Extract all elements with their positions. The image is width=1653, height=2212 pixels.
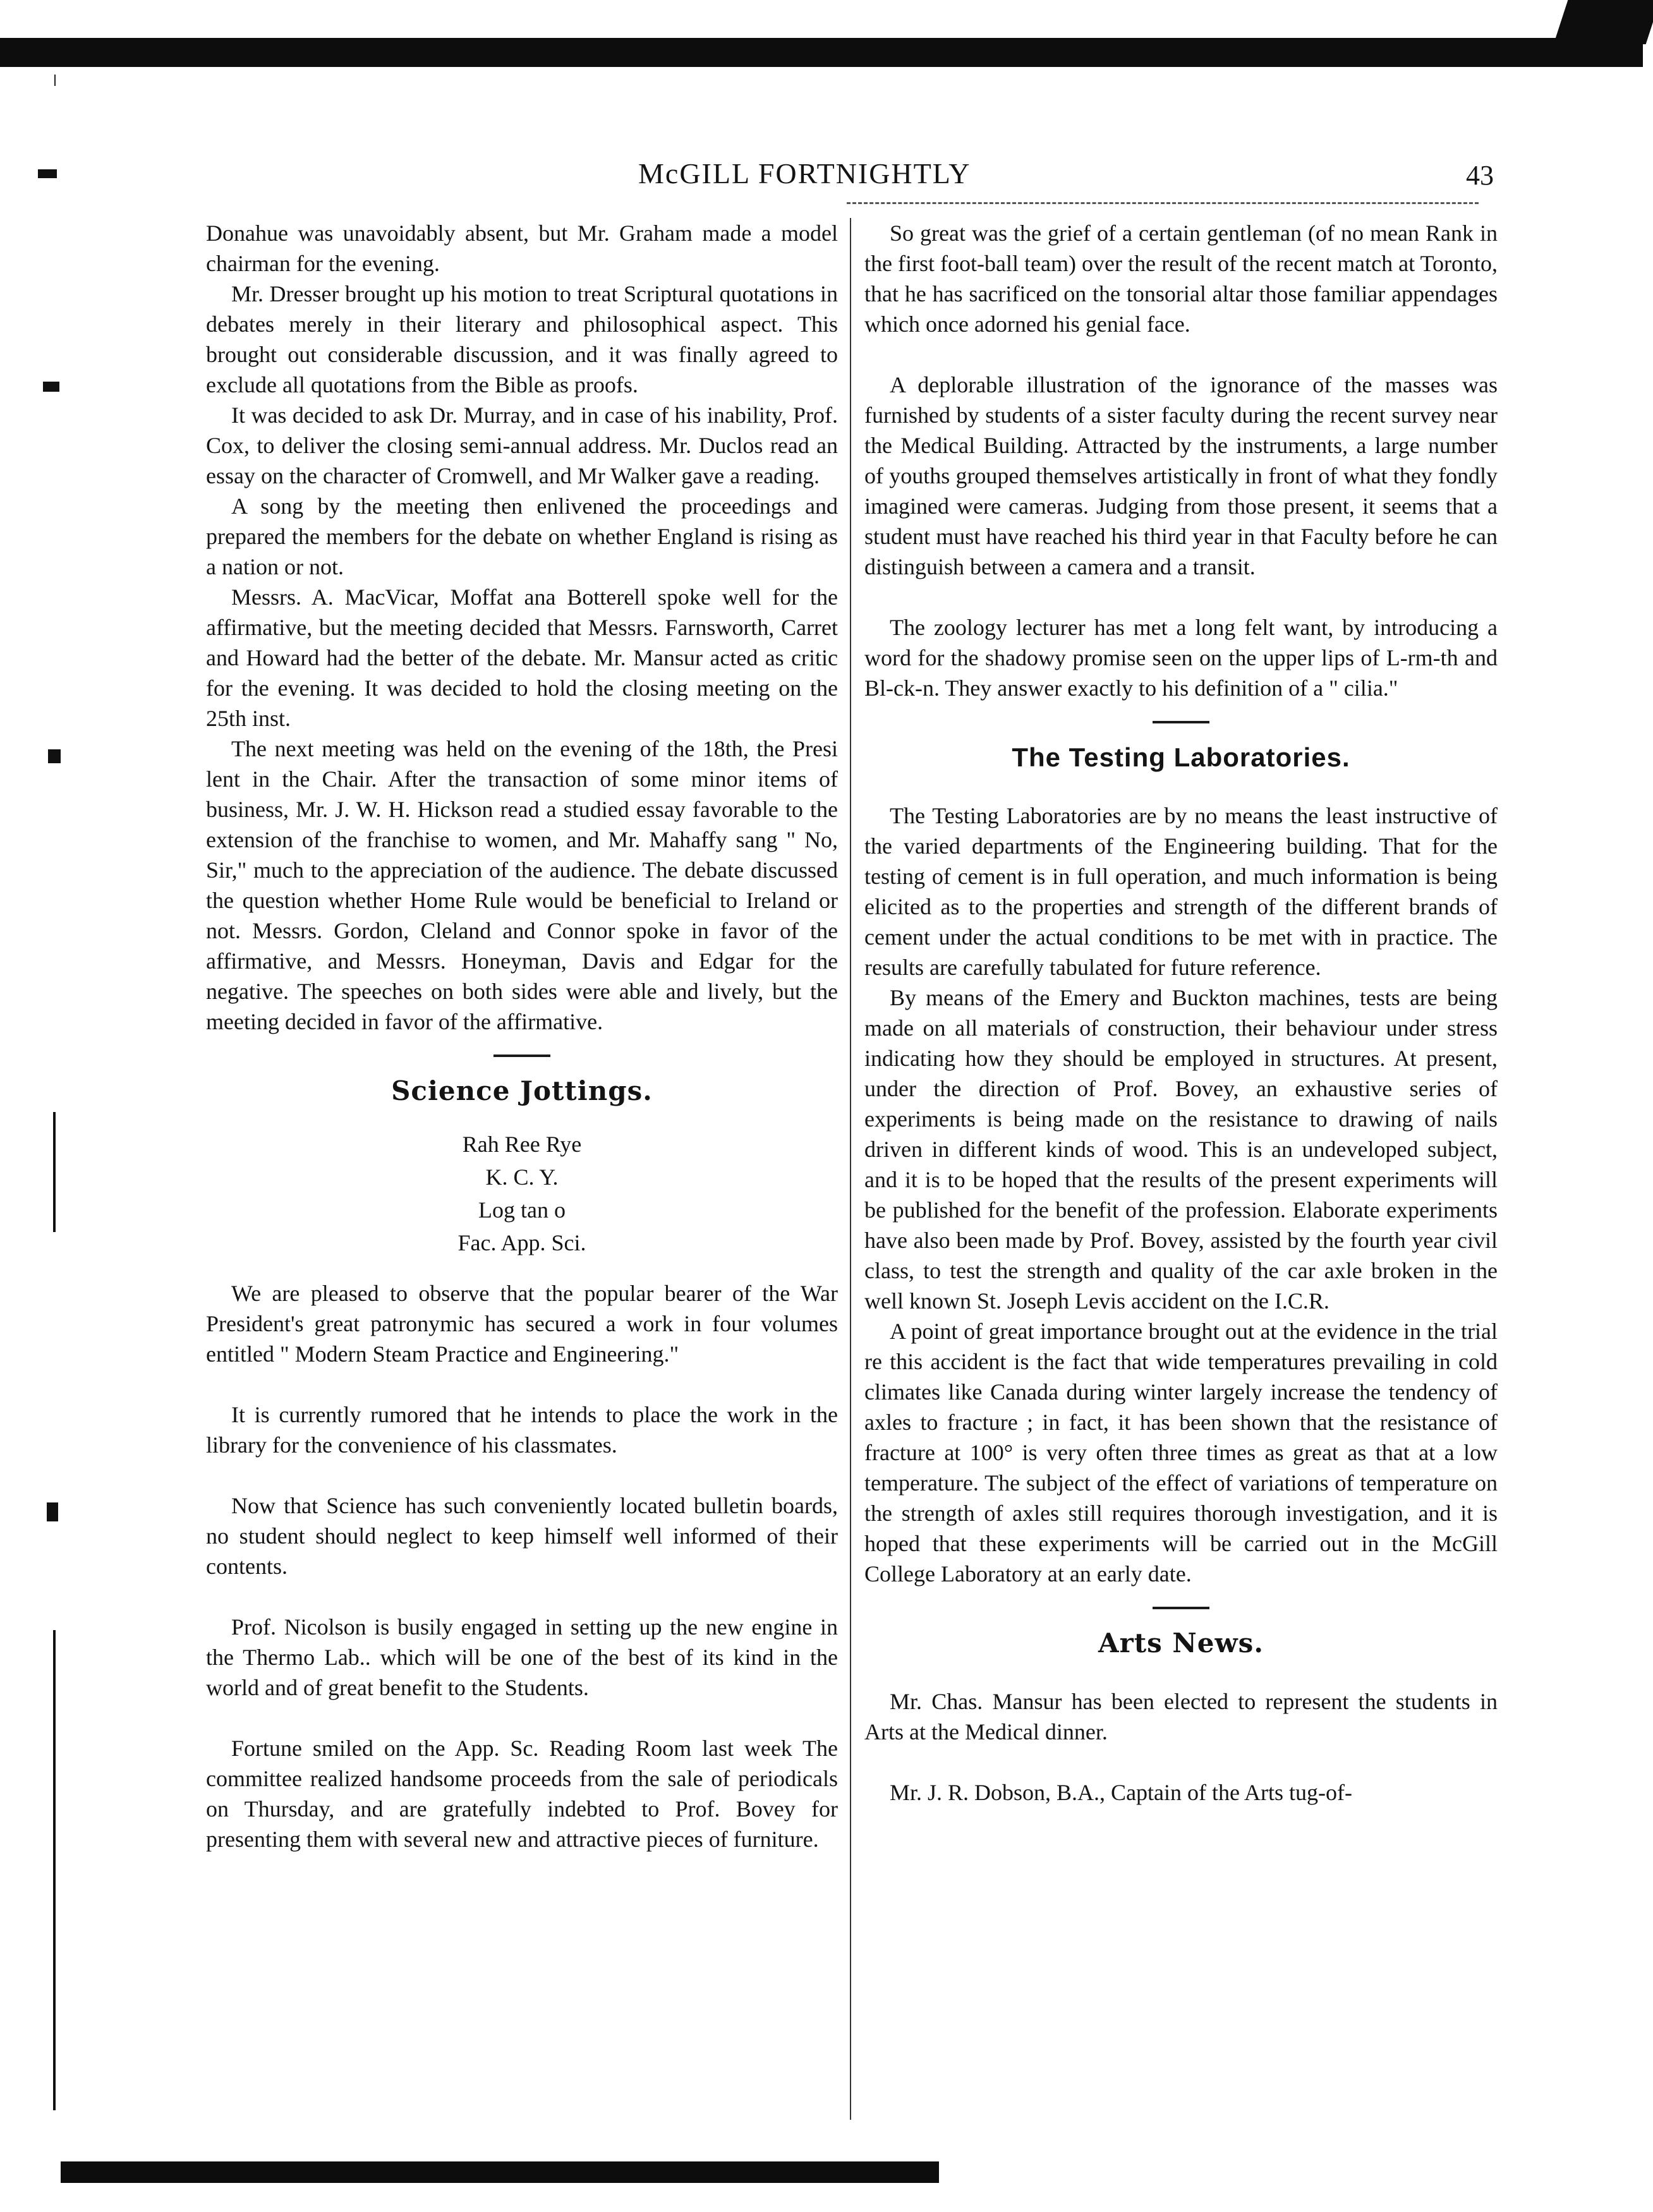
paragraph: So great was the grief of a certain gentleman (of no mean Rank in the first foot-ball team) over the result of the recent match at Toronto, that he has sacrificed on the tonsorial altar those familiar appendages which once adorned his genial face. <box>864 221 1498 337</box>
margin-blot-mark <box>48 749 61 763</box>
paragraph: Messrs. A. MacVicar, Moffat ana Botterell spoke well for the affirmative, but the meeting decided that Messrs. Farnsworth, Carret and Howard had the better of the debate. Mr. Mansur acted as critic for the evening. It was decided to hold the closing meeting on the 25th inst. <box>206 584 838 731</box>
section-rule <box>493 1055 550 1057</box>
paragraph: Mr. J. R. Dobson, B.A., Captain of the Arts tug-of- <box>890 1780 1352 1805</box>
paragraph: A deplorable illustration of the ignorance of the masses was furnished by students of a sister faculty during the recent survey near the Medical Building. Attracted by the instruments, a large number of youths grouped themselves artistically in front of what they fondly imagined were cameras. Judging from those present, it seems that a student must have reached his third year in that Faculty before he can distinguish between a camera and a transit. <box>864 372 1498 579</box>
paragraph: It is currently rumored that he intends to place the work in the library for the convenience of his classmates. <box>206 1402 838 1458</box>
margin-arrow-mark <box>38 169 57 178</box>
margin-blot-mark <box>47 1502 58 1521</box>
margin-vertical-line <box>53 1630 56 2110</box>
left-column <box>206 218 838 1854</box>
section-rule <box>1153 1607 1209 1609</box>
section-heading-science-jottings: Science Jottings. <box>391 1075 653 1106</box>
paragraph: We are pleased to observe that the popular bearer of the War President's great patronymic has secured a work in four volumes entitled " Modern Steam Practice and Engineering." <box>206 1281 838 1367</box>
section-heading-testing-laboratories: The Testing Laboratories. <box>1012 742 1350 772</box>
paragraph: A point of great importance brought out at the evidence in the trial re this accident is the fact that wide temperatures prevailing in cold climates like Canada during winter largely increase the tendency of axles to fracture ; in fact, it has been shown that the resistance of fracture at 100° is very often three times as great as that at a low temperature. The subject of the effect of variations of temperature on the strength of axles still requires thorough investigation, and it is hoped that these experiments will be carried out in the McGill College Laboratory at an early date. <box>864 1319 1498 1586</box>
paragraph: Mr. Chas. Mansur has been elected to represent the students in Arts at the Medical dinner. <box>864 1689 1498 1744</box>
column-divider <box>850 218 851 2120</box>
section-rule <box>1153 721 1209 723</box>
paragraph: A song by the meeting then enlivened the proceedings and prepared the members for the debate on whether England is rising as a nation or not. <box>206 493 838 579</box>
section-heading-arts-news: Arts News. <box>1098 1628 1264 1659</box>
paragraph: Prof. Nicolson is busily engaged in setting up the new engine in the Thermo Lab.. which will be one of the best of its kind in the world and of great benefit to the Students. <box>206 1614 838 1700</box>
bottom-scan-border <box>61 2161 939 2183</box>
paragraph: By means of the Emery and Buckton machines, tests are being made on all materials of construction, their behaviour under stress indicating how they should be employed in structures. At present, under the direction of Prof. Bovey, an exhaustive series of experiments is being made on the resistance to drawing of nails driven in different kinds of wood. This is an undeveloped subject, and it is to be hoped that the results of the present experiments will be published for the benefit of the profession. Elaborate experiments have also been made by Prof. Bovey, assisted by the fourth year civil class, to test the strength and quality of the car axle broken in the well known St. Joseph Levis accident on the I.C.R. <box>864 985 1498 1314</box>
credit-line: Fac. App. Sci. <box>457 1230 586 1255</box>
credit-line: K. C. Y. <box>485 1164 559 1190</box>
right-column <box>864 218 1498 1808</box>
header-rule <box>847 202 1479 204</box>
paragraph: Donahue was unavoidably absent, but Mr. Graham made a model chairman for the evening. <box>206 221 838 276</box>
paragraph: Now that Science has such conveniently located bulletin boards, no student should neglect to keep himself well informed of their contents. <box>206 1493 838 1579</box>
paragraph: Mr. Dresser brought up his motion to treat Scriptural quotations in debates merely in their literary and philosophical aspect. This brought out considerable discussion, and it was finally agreed to exclude all quotations from the Bible as proofs. <box>206 281 838 397</box>
margin-vertical-line <box>53 1112 56 1232</box>
page-header <box>0 157 1653 195</box>
paragraph: The Testing Laboratories are by no means the least instructive of the varied departments of the Engineering building. That for the testing of cement is in full operation, and much information is being elicited as to the properties and strength of the different brands of cement under the actual conditions to be met with in practice. The results are carefully tabulated for future reference. <box>864 803 1498 980</box>
top-corner-scan-mark <box>1554 0 1653 44</box>
scan-tick-mark <box>54 75 56 86</box>
top-scan-border <box>0 38 1643 67</box>
science-credits <box>206 1128 838 1259</box>
credit-line: Log tan o <box>478 1197 566 1223</box>
paragraph: It was decided to ask Dr. Murray, and in case of his inability, Prof. Cox, to deliver the closing semi-annual address. Mr. Duclos read an essay on the character of Cromwell, and Mr Walker gave a reading. <box>206 402 838 488</box>
credit-line: Rah Ree Rye <box>462 1132 582 1157</box>
margin-blot-mark <box>43 382 59 392</box>
publication-title: McGILL FORTNIGHTLY <box>638 157 971 190</box>
paragraph: The next meeting was held on the evening of the 18th, the Presi lent in the Chair. After the transaction of some minor items of business, Mr. J. W. H. Hickson read a studied essay favorable to the extension of the franchise to women, and Mr. Mahaffy sang " No, Sir," much to the appreciation of the audience. The debate discussed the question whether Home Rule would be beneficial to Ireland or not. Messrs. Gordon, Cleland and Connor spoke in favor of the affirmative, and Messrs. Honeyman, Davis and Edgar for the negative. The speeches on both sides were able and lively, but the meeting decided in favor of the affirmative. <box>206 736 838 1034</box>
page-number: 43 <box>1466 160 1494 191</box>
paragraph: Fortune smiled on the App. Sc. Reading Room last week The committee realized handsome proceeds from the sale of periodicals on Thursday, and are gratefully indebted to Prof. Bovey for presenting them with several new and attractive pieces of furniture. <box>206 1736 838 1852</box>
paragraph: The zoology lecturer has met a long felt want, by introducing a word for the shadowy promise seen on the upper lips of L-rm-th and Bl-ck-n. They answer exactly to his definition of a " cilia." <box>864 615 1498 701</box>
